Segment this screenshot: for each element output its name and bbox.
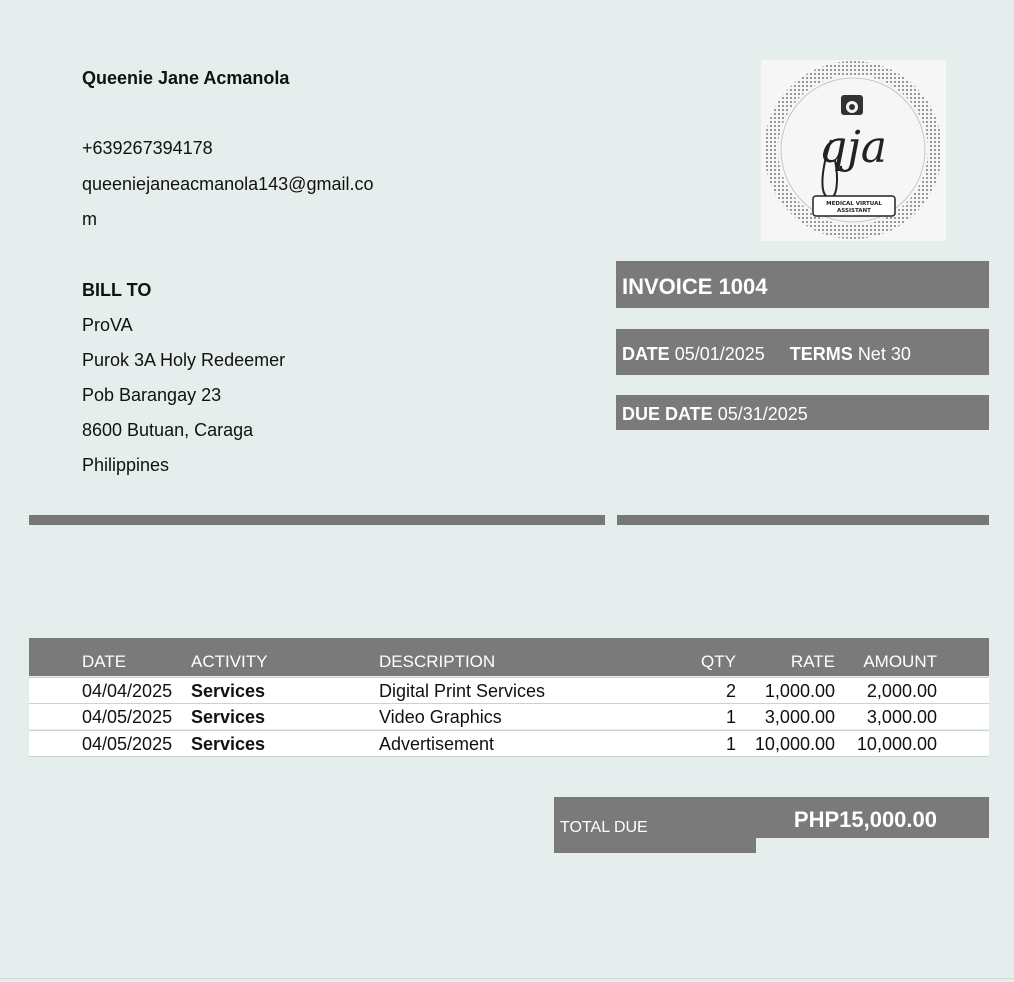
header-amount: AMOUNT [863, 652, 937, 671]
header-rate: RATE [790, 652, 835, 671]
total-due-amount: PHP15,000.00 [793, 807, 937, 832]
bill-to-line: ProVA [82, 315, 133, 335]
bill-to-line: Pob Barangay 23 [82, 385, 222, 405]
row-date: 04/05/2025 [82, 707, 173, 727]
row-rate: 1,000.00 [764, 681, 835, 701]
due-date-value: 05/31/2025 [717, 404, 808, 424]
date-label: DATE [622, 344, 670, 364]
header-activity: ACTIVITY [191, 652, 268, 671]
sender-name: Queenie Jane Acmanola [82, 68, 290, 88]
items-table-header [29, 638, 989, 676]
date-value: 05/01/2025 [674, 344, 765, 364]
row-rate: 3,000.00 [764, 707, 835, 727]
header-date: DATE [82, 652, 127, 671]
bill-to-line: 8600 Butuan, Caraga [82, 420, 254, 440]
sender-email-line-1: queeniejaneacmanola143@gmail.co [82, 174, 374, 194]
due-date-label: DUE DATE [622, 404, 713, 424]
bill-to-line: Philippines [82, 455, 170, 475]
logo-tagline-line-2: ASSISTANT [837, 208, 871, 214]
table-row [29, 703, 989, 729]
logo-monogram: qja [818, 122, 888, 173]
header-description: DESCRIPTION [379, 652, 496, 671]
table-row [29, 730, 989, 757]
total-due-label: TOTAL DUE [560, 819, 648, 836]
header-qty: QTY [701, 652, 736, 671]
row-qty: 2 [725, 681, 736, 701]
row-date: 04/04/2025 [82, 681, 173, 701]
row-description: Video Graphics [379, 707, 502, 727]
row-description: Digital Print Services [379, 681, 546, 701]
terms-label: TERMS [789, 344, 853, 364]
row-activity: Services [191, 707, 266, 727]
due-date-bar [616, 395, 989, 430]
logo-tagline-line-1: MEDICAL VIRTUAL [826, 201, 882, 207]
row-rate: 10,000.00 [754, 734, 835, 754]
invoice-date-terms-bar [616, 329, 989, 375]
invoice-title: INVOICE 1004 [616, 261, 989, 308]
row-qty: 1 [725, 734, 736, 754]
row-amount: 2,000.00 [866, 681, 937, 701]
terms-value: Net 30 [857, 344, 911, 364]
logo-emblem [761, 60, 946, 241]
sender-email-line-2: m [82, 209, 97, 229]
row-amount: 10,000.00 [856, 734, 937, 754]
bill-to-label: BILL TO [82, 280, 152, 300]
table-row [29, 677, 989, 703]
row-date: 04/05/2025 [82, 734, 173, 754]
page-bottom-edge [0, 978, 1014, 979]
row-description: Advertisement [379, 734, 495, 754]
row-amount: 3,000.00 [866, 707, 937, 727]
row-activity: Services [191, 734, 266, 754]
sender-phone: +639267394178 [82, 138, 213, 158]
row-qty: 1 [725, 707, 736, 727]
company-logo [761, 60, 946, 241]
divider-right [617, 515, 989, 525]
divider-left [29, 515, 605, 525]
bill-to-line: Purok 3A Holy Redeemer [82, 350, 286, 370]
emblem-icon [841, 95, 863, 115]
row-activity: Services [191, 681, 266, 701]
